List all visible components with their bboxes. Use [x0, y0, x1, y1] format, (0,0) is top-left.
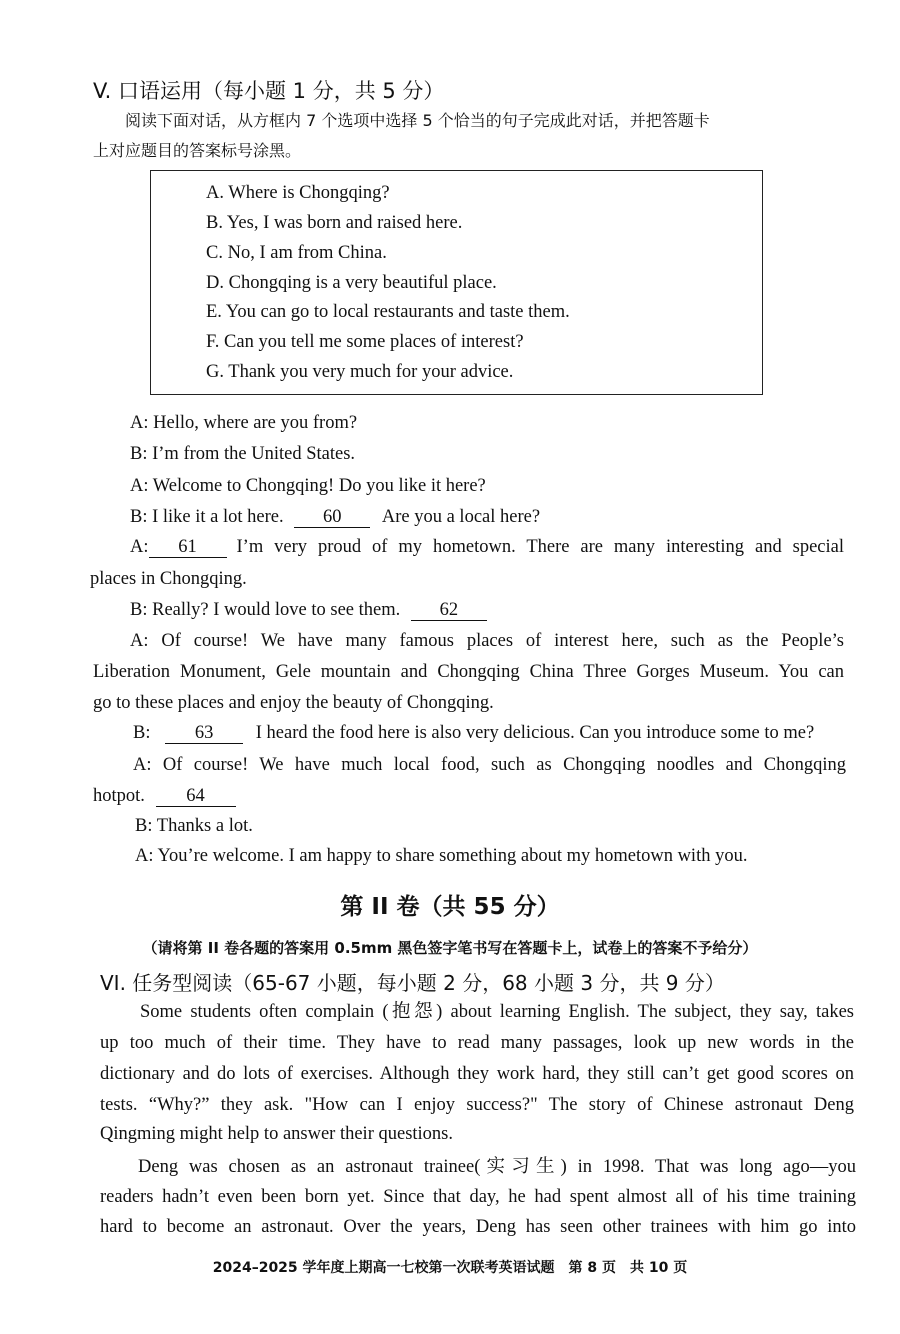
blank-64: 64	[156, 786, 236, 807]
dialogue-line-5-end: I’m very proud of my hometown. There are many interesting and special	[236, 537, 844, 557]
section-5-heading: V. 口语运用（每小题 1 分，共 5 分）	[93, 79, 445, 103]
section-5-instruction-line-2: 上对应题目的答案标号涂黑。	[93, 141, 302, 160]
dialogue-line-7	[130, 600, 487, 621]
dialogue-line-12: A: Of course! We have much local food, such as Chongqing noodles and Chongqing	[133, 755, 846, 775]
dialogue-line-4	[130, 507, 540, 528]
section-6-heading: VI. 任务型阅读（65-67 小题，每小题 2 分，68 小题 3 分，共 9 分）	[100, 971, 725, 995]
dialogue-line-9: Liberation Monument, Gele mountain and Chongqing China Three Gorges Museum. You can	[93, 662, 844, 682]
dialogue-line-13	[93, 786, 236, 807]
passage-p2-line-2: readers hadn’t even been born yet. Since that day, he had spent almost all of his time training	[100, 1187, 856, 1207]
dialogue-line-15: A: You’re welcome. I am happy to share something about my hometown with you.	[135, 846, 748, 866]
dialogue-line-5-speaker: A:	[130, 537, 149, 557]
passage-p1-line-2: up too much of their time. They have to read many passages, look up new words in the	[100, 1033, 854, 1053]
part-2-title: 第 II 卷（共 55 分）	[340, 894, 560, 920]
dialogue-line-1: A: Hello, where are you from?	[130, 413, 358, 433]
section-5-instruction-line-1: 阅读下面对话，从方框内 7 个选项中选择 5 个恰当的句子完成此对话，并把答题卡	[125, 111, 710, 130]
blank-62: 62	[411, 600, 487, 621]
dialogue-line-14: B: Thanks a lot.	[135, 816, 253, 836]
passage-p1-line-3: dictionary and do lots of exercises. Although they work hard, they still can’t get good scores on	[100, 1064, 854, 1084]
dialogue-line-8: A: Of course! We have many famous places of interest here, such as the People’s	[130, 631, 844, 651]
blank-61: 61	[149, 537, 227, 558]
passage-p2-line-3: hard to become an astronaut. Over the years, Deng has seen other trainees with him go into	[100, 1217, 856, 1237]
page-footer: 2024–2025 学年度上期高一七校第一次联考英语试题 第 8 页 共 10 页	[212, 1260, 688, 1276]
blank-63: 63	[165, 723, 243, 744]
dialogue-line-11-end: I heard the food here is also very delicious. Can you introduce some to me?	[255, 723, 815, 743]
dialogue-line-10: go to these places and enjoy the beauty of Chongqing.	[93, 693, 494, 713]
option-b: B. Yes, I was born and raised here.	[206, 213, 463, 233]
option-a: A. Where is Chongqing?	[206, 183, 390, 203]
dialogue-line-13-start: hotpot.	[93, 786, 145, 806]
passage-p1-line-4: tests. “Why?” they ask. "How can I enjoy success?" The story of Chinese astronaut Deng	[100, 1095, 854, 1115]
dialogue-line-3: A: Welcome to Chongqing! Do you like it here?	[130, 476, 486, 496]
dialogue-line-4-start: B: I like it a lot here.	[130, 507, 284, 527]
dialogue-line-4-end: Are you a local here?	[381, 507, 541, 527]
part-2-note: （请将第 II 卷各题的答案用 0.5mm 黑色签字笔书写在答题卡上，试卷上的答案不予给分）	[142, 939, 758, 957]
option-d: D. Chongqing is a very beautiful place.	[206, 273, 497, 293]
dialogue-line-6: places in Chongqing.	[90, 569, 247, 589]
dialogue-line-5	[130, 537, 844, 558]
passage-p1-line-5: Qingming might help to answer their questions.	[100, 1124, 453, 1144]
dialogue-line-7-start: B: Really? I would love to see them.	[130, 600, 401, 620]
option-c: C. No, I am from China.	[206, 243, 387, 263]
dialogue-line-11	[133, 723, 814, 744]
passage-p1-line-1: Some students often complain (抱怨) about learning English. The subject, they say, takes	[140, 1002, 854, 1022]
option-g: G. Thank you very much for your advice.	[206, 362, 514, 382]
option-e: E. You can go to local restaurants and taste them.	[206, 302, 570, 322]
blank-60: 60	[294, 507, 370, 528]
option-f: F. Can you tell me some places of interest?	[206, 332, 524, 352]
passage-p2-line-1: Deng was chosen as an astronaut trainee(实习生) in 1998. That was long ago—you	[138, 1157, 856, 1177]
dialogue-line-11-speaker: B:	[133, 723, 151, 743]
dialogue-line-2: B: I’m from the United States.	[130, 444, 356, 464]
